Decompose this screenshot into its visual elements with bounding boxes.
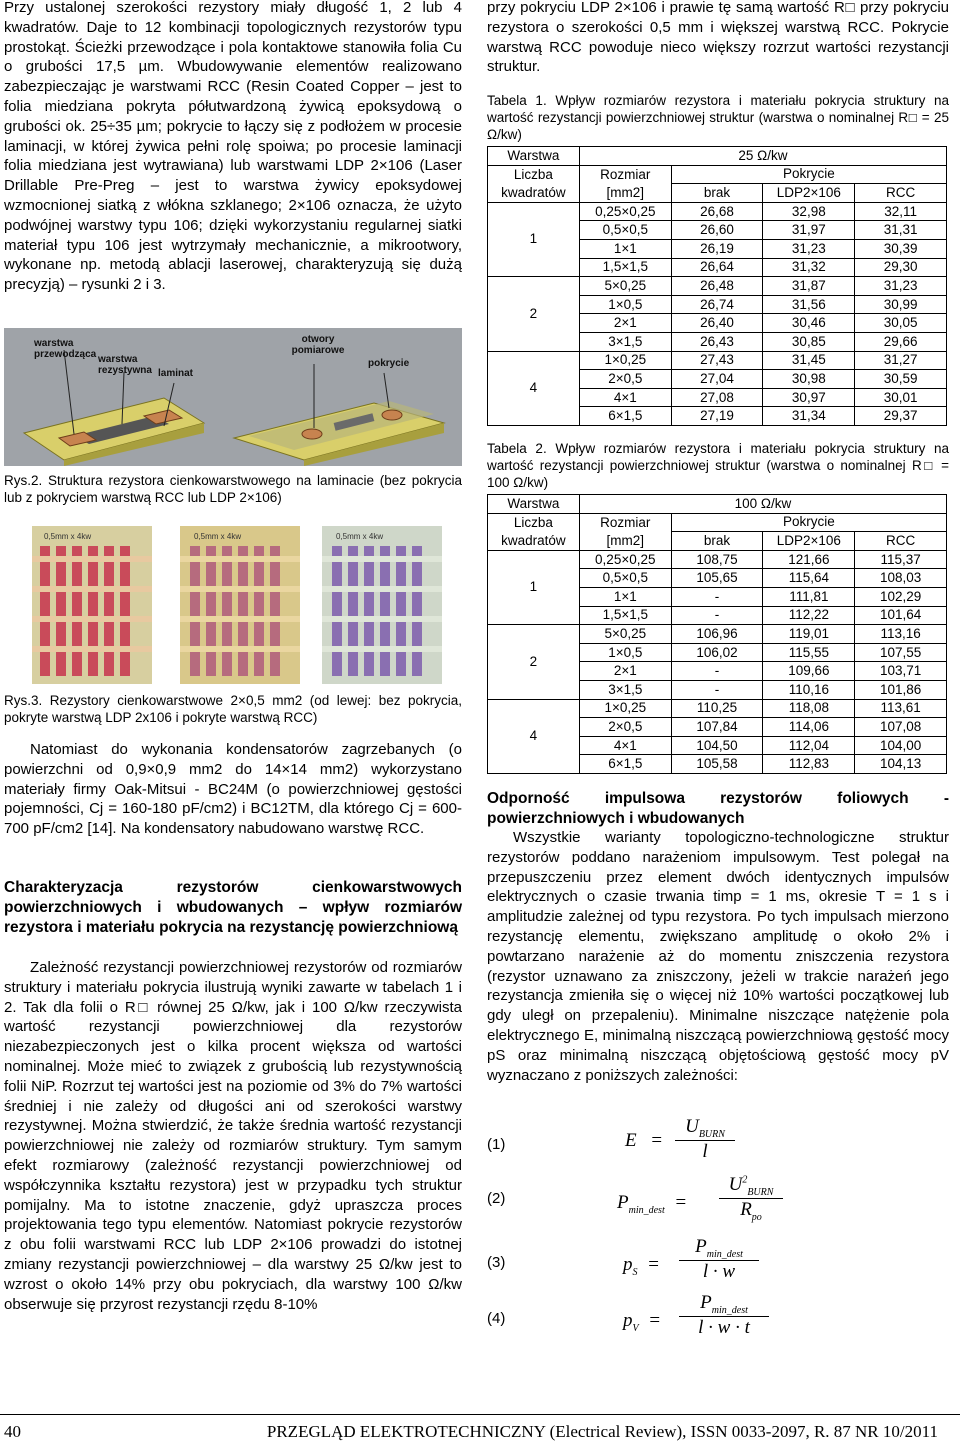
eq2-num-sub: BURN: [747, 1186, 774, 1198]
header-warstwa: Warstwa: [488, 147, 580, 166]
cell-brak: 106,02: [671, 643, 763, 662]
header-liczba: Liczba: [488, 165, 580, 184]
table-header-row: [488, 495, 947, 514]
cell-size: 1×0,25: [579, 351, 671, 370]
cell-brak: 27,43: [671, 351, 763, 370]
cell-ldp: 31,97: [763, 221, 855, 240]
table-row: [488, 550, 947, 569]
cell-size: 0,25×0,25: [579, 202, 671, 221]
cell-brak: 26,40: [671, 314, 763, 333]
eq3-lhs-sub: S: [632, 1266, 638, 1278]
eq4-num-sub: min_dest: [711, 1304, 748, 1316]
cell-size: 1×0,5: [579, 643, 671, 662]
paragraph-capacitors: Natomiast do wykonania kondensatorów zagrzebanych (o powierzchni od 0,9×0,9 mm2 do 14×14 mm2) wykorzystano materiały firmy Oak-Mitsui - BC24M (o powierzchniowej gęstości pojemności, Cj = 160-180 pF/cm2) i BC12TM, dla którego Cj = 600-700 pF/cm2 [14]. Na kondensatory nabudowano warstwę RCC.: [4, 741, 462, 838]
cell-rcc: 31,27: [855, 351, 947, 370]
cell-size: 0,5×0,5: [579, 221, 671, 240]
figure-3-caption: Rys.3. Rezystory cienkowarstwowe 2×0,5 mm2 (od lewej: bez pokrycia, pokryte warstwą LDP 2x106 i pokryte warstwą RCC): [4, 693, 462, 725]
page-footer: [0, 1420, 960, 1445]
header-brak: brak: [671, 184, 763, 203]
photo-resistor-uncovered: [32, 526, 152, 684]
cell-size: 1,5×1,5: [579, 606, 671, 625]
cell-ldp: 30,46: [763, 314, 855, 333]
cell-brak: 104,50: [671, 736, 763, 755]
table-2: [487, 494, 947, 774]
label-laminat: laminat: [158, 368, 194, 379]
cell-rcc: 30,01: [855, 388, 947, 407]
cell-brak: 26,74: [671, 295, 763, 314]
cell-size: 3×1,5: [579, 680, 671, 699]
cell-rcc: 113,16: [855, 625, 947, 644]
label-otwory-pomiarowe: otwory pomiarowe: [291, 334, 345, 356]
cell-brak: 105,58: [671, 755, 763, 774]
table-header-row: [488, 165, 947, 184]
eq1-den: l: [702, 1140, 708, 1162]
table-row: [488, 277, 947, 296]
cell-size: 1×1: [579, 587, 671, 606]
cell-size: 3×1,5: [579, 332, 671, 351]
table-header-row: [488, 513, 947, 532]
cell-rcc: 30,39: [855, 239, 947, 258]
cell-ldp: 30,85: [763, 332, 855, 351]
cell-squares: 1: [488, 550, 580, 624]
cell-size: 1×1: [579, 239, 671, 258]
page-number: 40: [4, 1422, 21, 1441]
journal-info: PRZEGLĄD ELEKTROTECHNICZNY (Electrical Review), ISSN 0033-2097, R. 87 NR 10/2011: [266, 1422, 938, 1441]
figure-3: [32, 526, 452, 686]
table-header-row: [488, 184, 947, 203]
cell-ldp: 112,22: [763, 606, 855, 625]
cell-ldp: 118,08: [763, 699, 855, 718]
cell-ldp: 30,97: [763, 388, 855, 407]
table-header-row: [488, 147, 947, 166]
cell-ldp: 31,34: [763, 407, 855, 426]
eq4-den: l · w · t: [698, 1316, 750, 1338]
eq3-num: P: [695, 1236, 707, 1257]
cell-size: 2×0,5: [579, 370, 671, 389]
cell-ldp: 111,81: [763, 587, 855, 606]
cell-rcc: 30,59: [855, 370, 947, 389]
label-size-1: 0,5mm x 4kw: [44, 532, 92, 541]
cell-size: 5×0,25: [579, 625, 671, 644]
equation-2-number: (2): [487, 1190, 506, 1207]
cell-rcc: 113,61: [855, 699, 947, 718]
table-row: [488, 625, 947, 644]
cell-brak: 27,19: [671, 407, 763, 426]
cell-brak: 26,48: [671, 277, 763, 296]
cell-size: 0,5×0,5: [579, 569, 671, 588]
cell-size: 6×1,5: [579, 755, 671, 774]
cell-brak: 27,08: [671, 388, 763, 407]
cell-rcc: 107,08: [855, 718, 947, 737]
cell-size: 2×1: [579, 314, 671, 333]
header-ldp: LDP2×106: [763, 532, 855, 551]
equation-4: [487, 1290, 949, 1346]
eq2-equals: =: [675, 1192, 687, 1213]
cell-squares: 2: [488, 277, 580, 351]
cell-ldp: 110,16: [763, 680, 855, 699]
cell-rcc: 31,23: [855, 277, 947, 296]
equation-1: [487, 1116, 949, 1172]
table-1: [487, 146, 947, 426]
photo-resistor-rcc: [322, 526, 442, 684]
cell-size: 1×0,5: [579, 295, 671, 314]
cell-size: 2×0,5: [579, 718, 671, 737]
header-rozmiar-unit: [mm2]: [579, 184, 671, 203]
header-brak: brak: [671, 532, 763, 551]
cell-rcc: 103,71: [855, 662, 947, 681]
table-1-caption: Tabela 1. Wpływ rozmiarów rezystora i materiału pokrycia struktury na wartość rezystancji powierzchniowej struktur (warstwa o nominalnej R□ = 25 Ω/kw): [487, 93, 949, 142]
cell-brak: 26,60: [671, 221, 763, 240]
cell-ldp: 31,23: [763, 239, 855, 258]
eq2-lhs: P: [617, 1192, 629, 1213]
table-row: [488, 351, 947, 370]
table-header-row: [488, 532, 947, 551]
cell-ldp: 109,66: [763, 662, 855, 681]
header-rcc: RCC: [855, 532, 947, 551]
header-kwadratow: kwadratów: [488, 532, 580, 551]
cell-ldp: 31,45: [763, 351, 855, 370]
cell-squares: 4: [488, 699, 580, 773]
equation-1-number: (1): [487, 1136, 506, 1153]
cell-size: 0,25×0,25: [579, 550, 671, 569]
cell-brak: 108,75: [671, 550, 763, 569]
cell-brak: -: [671, 662, 763, 681]
header-rcc: RCC: [855, 184, 947, 203]
section-heading-pulse-resistance: Odporność impulsowa rezystorów foliowych - powierzchniowych i wbudowanych: [487, 790, 949, 827]
cell-rcc: 29,30: [855, 258, 947, 277]
eq2-den-sub: po: [751, 1211, 762, 1223]
figure-2-caption: Rys.2. Struktura rezystora cienkowarstwowego na laminacie (bez pokrycia lub z pokryciem warstwą RCC lub LDP 2×106): [4, 473, 462, 505]
cell-brak: 26,43: [671, 332, 763, 351]
eq4-lhs: p: [623, 1310, 633, 1331]
paragraph-characterization: Zależność rezystancji powierzchniowej rezystorów od rozmiarów struktury i materiału pokrycia ilustrują wyniki zawarte w tabelach 1 i 2. Tak dla folii o R□ równej 25 Ω/kw, jak i 100 Ω/kw rzeczywista wartość rezystancji powierzchniowej dla rezystorów niezabezpieczonych jest o kilka procent większa od wartości nominalnej. Może mieć to związek z grubością lub rezystywnością folii NiP. Rozrzut tej wartości jest na poziomie od 3% do 7% wartości średniej i nie zależy od długości ani od szerokości warstwy rezystywnej. Można stwierdzić, że także średnia wartość rezystancji powierzchniowej nie zależy od rozmiarów struktury. Tym samym efekt rozmiarowy (zależność rezystancji powierzchniowej od współczynnika kształtu rezystora) jest w przypadku tych struktur pomijalny. Ma to istotne znaczenie, gdyż upraszcza proces projektowania tego typu elementów. Natomiast pokrycie rezystorów z obu folii warstwami RCC lub LDP 2×106 prowadzi do istotnej zmiany rezystancji powierzchniowej – dla warstwy 25 Ω/kw jest to wzrost o około 14% przy obu pokryciach, dla warstwy 100 Ω/kw obserwuje się przyrost rezystancji rzędu 8-10%: [4, 959, 462, 1313]
cell-rcc: 29,37: [855, 407, 947, 426]
cell-brak: 106,96: [671, 625, 763, 644]
header-rozmiar-unit: [mm2]: [579, 532, 671, 551]
eq4-equals: =: [649, 1310, 661, 1331]
header-rozmiar: Rozmiar: [579, 513, 671, 532]
cell-rcc: 104,00: [855, 736, 947, 755]
eq3-lhs: p: [623, 1254, 633, 1275]
cell-brak: 27,04: [671, 370, 763, 389]
table-row: [488, 202, 947, 221]
cell-brak: 26,68: [671, 202, 763, 221]
photo-resistor-ldp: [180, 526, 300, 684]
cell-brak: 26,64: [671, 258, 763, 277]
cell-size: 1×0,25: [579, 699, 671, 718]
cell-brak: -: [671, 680, 763, 699]
header-warstwa: Warstwa: [488, 495, 580, 514]
cell-rcc: 29,66: [855, 332, 947, 351]
eq2-num-sup: 2: [742, 1174, 748, 1186]
cell-ldp: 112,83: [763, 755, 855, 774]
cell-rcc: 101,86: [855, 680, 947, 699]
cell-ldp: 31,87: [763, 277, 855, 296]
cell-ldp: 115,64: [763, 569, 855, 588]
cell-brak: 105,65: [671, 569, 763, 588]
paragraph-intro: Przy ustalonej szerokości rezystory miały długość 1, 2 lub 4 kwadratów. Daje to 12 kombinacji topologicznych rezystorów typu prostokąt. Ścieżki przewodzące i pola kontaktowe stanowiła folia Cu o grubości 17,5 µm. Wbudowywanie elementów realizowano zabezpieczając je warstwami RCC (Resin Coated Copper – jest to folia miedziana pokryta półutwardzoną żywicą epoksydową o grubości ok. 25÷35 µm; pokrycie to łączy się z podłożem w procesie laminacji, w której żywica pełni rolę spoiwa; po procesie laminacji folia miedziana jest wytrawiana) lub warstwami LDP 2×106 (Laser Drillable Pre-Preg – jest to warstwa żywicy epoksydowej wzmocnionej siatką z włókna szklanego; 2×106 oznacza, że użyto podwójnej warstwy typu 106; dzięki wykorzystaniu regularnej siatki materiał typu 106 jest wytrzymały mechanicznie, a mikrootwory, wykonane np. metodą ablacji laserowej, charakteryzują się dużą precyzją) – rysunki 2 i 3.: [4, 0, 462, 294]
cell-size: 4×1: [579, 736, 671, 755]
cell-rcc: 115,37: [855, 550, 947, 569]
cell-ldp: 114,06: [763, 718, 855, 737]
cell-ldp: 32,98: [763, 202, 855, 221]
eq1-lhs: E: [625, 1130, 637, 1151]
cell-squares: 1: [488, 202, 580, 276]
cell-ldp: 31,56: [763, 295, 855, 314]
cell-rcc: 108,03: [855, 569, 947, 588]
eq3-num-sub: min_dest: [706, 1248, 743, 1260]
cell-rcc: 107,55: [855, 643, 947, 662]
table-2-caption: Tabela 2. Wpływ rozmiarów rezystora i materiału pokrycia struktury na wartość rezystancji powierzchniowej struktur (warstwa o nominalnej R□ = 100 Ω/kw): [487, 441, 949, 490]
header-liczba: Liczba: [488, 513, 580, 532]
label-warstwa-rezystywna: warstwa rezystywna: [98, 354, 152, 376]
eq1-num: U: [685, 1116, 699, 1137]
figure-2: [4, 328, 462, 466]
cell-size: 5×0,25: [579, 277, 671, 296]
eq3-den: l · w: [702, 1260, 736, 1282]
cell-size: 2×1: [579, 662, 671, 681]
header-layer-value: 25 Ω/kw: [579, 147, 946, 166]
cell-ldp: 112,04: [763, 736, 855, 755]
header-ldp: LDP2×106: [763, 184, 855, 203]
cell-rcc: 104,13: [855, 755, 947, 774]
cell-brak: -: [671, 587, 763, 606]
header-kwadratow: kwadratów: [488, 184, 580, 203]
cell-rcc: 32,11: [855, 202, 947, 221]
equation-4-number: (4): [487, 1310, 506, 1327]
header-rozmiar: Rozmiar: [579, 165, 671, 184]
cell-size: 4×1: [579, 388, 671, 407]
cell-rcc: 101,64: [855, 606, 947, 625]
cell-rcc: 31,31: [855, 221, 947, 240]
cell-rcc: 102,29: [855, 587, 947, 606]
cell-squares: 4: [488, 351, 580, 425]
cell-squares: 2: [488, 625, 580, 699]
label-size-3: 0,5mm x 4kw: [336, 532, 384, 541]
eq2-den: R: [740, 1198, 752, 1220]
paragraph-continued: przy pokryciu LDP 2×106 i prawie tę samą wartość R□ przy pokryciu rezystora o szerokości 0,5 mm i większej warstwą RCC. Pokrycie warstwą RCC powoduje nieco większy rozrzut wartości rezystancji struktur.: [487, 0, 949, 76]
cell-rcc: 30,99: [855, 295, 947, 314]
header-pokrycie: Pokrycie: [671, 513, 946, 532]
header-layer-value: 100 Ω/kw: [579, 495, 946, 514]
cell-brak: 107,84: [671, 718, 763, 737]
eq1-equals: =: [651, 1130, 663, 1151]
cell-rcc: 30,05: [855, 314, 947, 333]
label-pokrycie: pokrycie: [368, 358, 410, 369]
eq2-num: U: [728, 1174, 743, 1195]
header-pokrycie: Pokrycie: [671, 165, 946, 184]
cell-ldp: 31,32: [763, 258, 855, 277]
eq1-num-sub: BURN: [698, 1128, 725, 1140]
label-warstwa-przewodzaca: warstwa przewodząca: [34, 338, 97, 360]
cell-ldp: 119,01: [763, 625, 855, 644]
cell-ldp: 115,55: [763, 643, 855, 662]
section-heading-characterization: Charakteryzacja rezystorów cienkowarstwowych powierzchniowych i wbudowanych – wpływ rozmiarów rezystora i materiału pokrycia na rezystancję powierzchniową: [4, 879, 462, 936]
cell-brak: 26,19: [671, 239, 763, 258]
eq4-lhs-sub: V: [632, 1322, 639, 1334]
cell-brak: -: [671, 606, 763, 625]
cell-brak: 110,25: [671, 699, 763, 718]
cell-ldp: 121,66: [763, 550, 855, 569]
eq3-equals: =: [648, 1254, 659, 1275]
equation-3-number: (3): [487, 1254, 506, 1271]
eq2-lhs-sub: min_dest: [628, 1204, 665, 1216]
table-row: [488, 699, 947, 718]
cell-size: 1,5×1,5: [579, 258, 671, 277]
equation-3: [487, 1234, 949, 1290]
eq4-num: P: [700, 1292, 712, 1313]
equation-2: [487, 1170, 949, 1226]
cell-size: 6×1,5: [579, 407, 671, 426]
paragraph-pulse-test: Wszystkie warianty topologiczno-technologiczne struktur rezystorów poddano narażeniom impulsowym. Test polegał na przepuszczeniu przez element dwóch identycznych impulsów elektrycznych o czasie trwania timp = 1 ms, okresie T = 1 s i amplitudzie zależnej od typu rezystora. Po tych impulsach mierzono rezystancję elementu, zwiększano amplitudę o około 2% i powtarzano narażenie aż do momentu zniszczenia rezystora (rezystor uznawano za zniszczony, jeżeli w trakcie narażeń jego rezystancja zmieniła się o więcej niż 10% wartości początkowej lub gdy uległ on przepaleniu). Minimalne niszczące natężenie pola elektrycznego E, minimalną niszczącą powierzchniową gęstość mocy pS oraz minimalną niszczącą objętościową gęstość mocy pV wyznaczano z poniższych zależności:: [487, 829, 949, 1084]
cell-ldp: 30,98: [763, 370, 855, 389]
label-size-2: 0,5mm x 4kw: [194, 532, 242, 541]
